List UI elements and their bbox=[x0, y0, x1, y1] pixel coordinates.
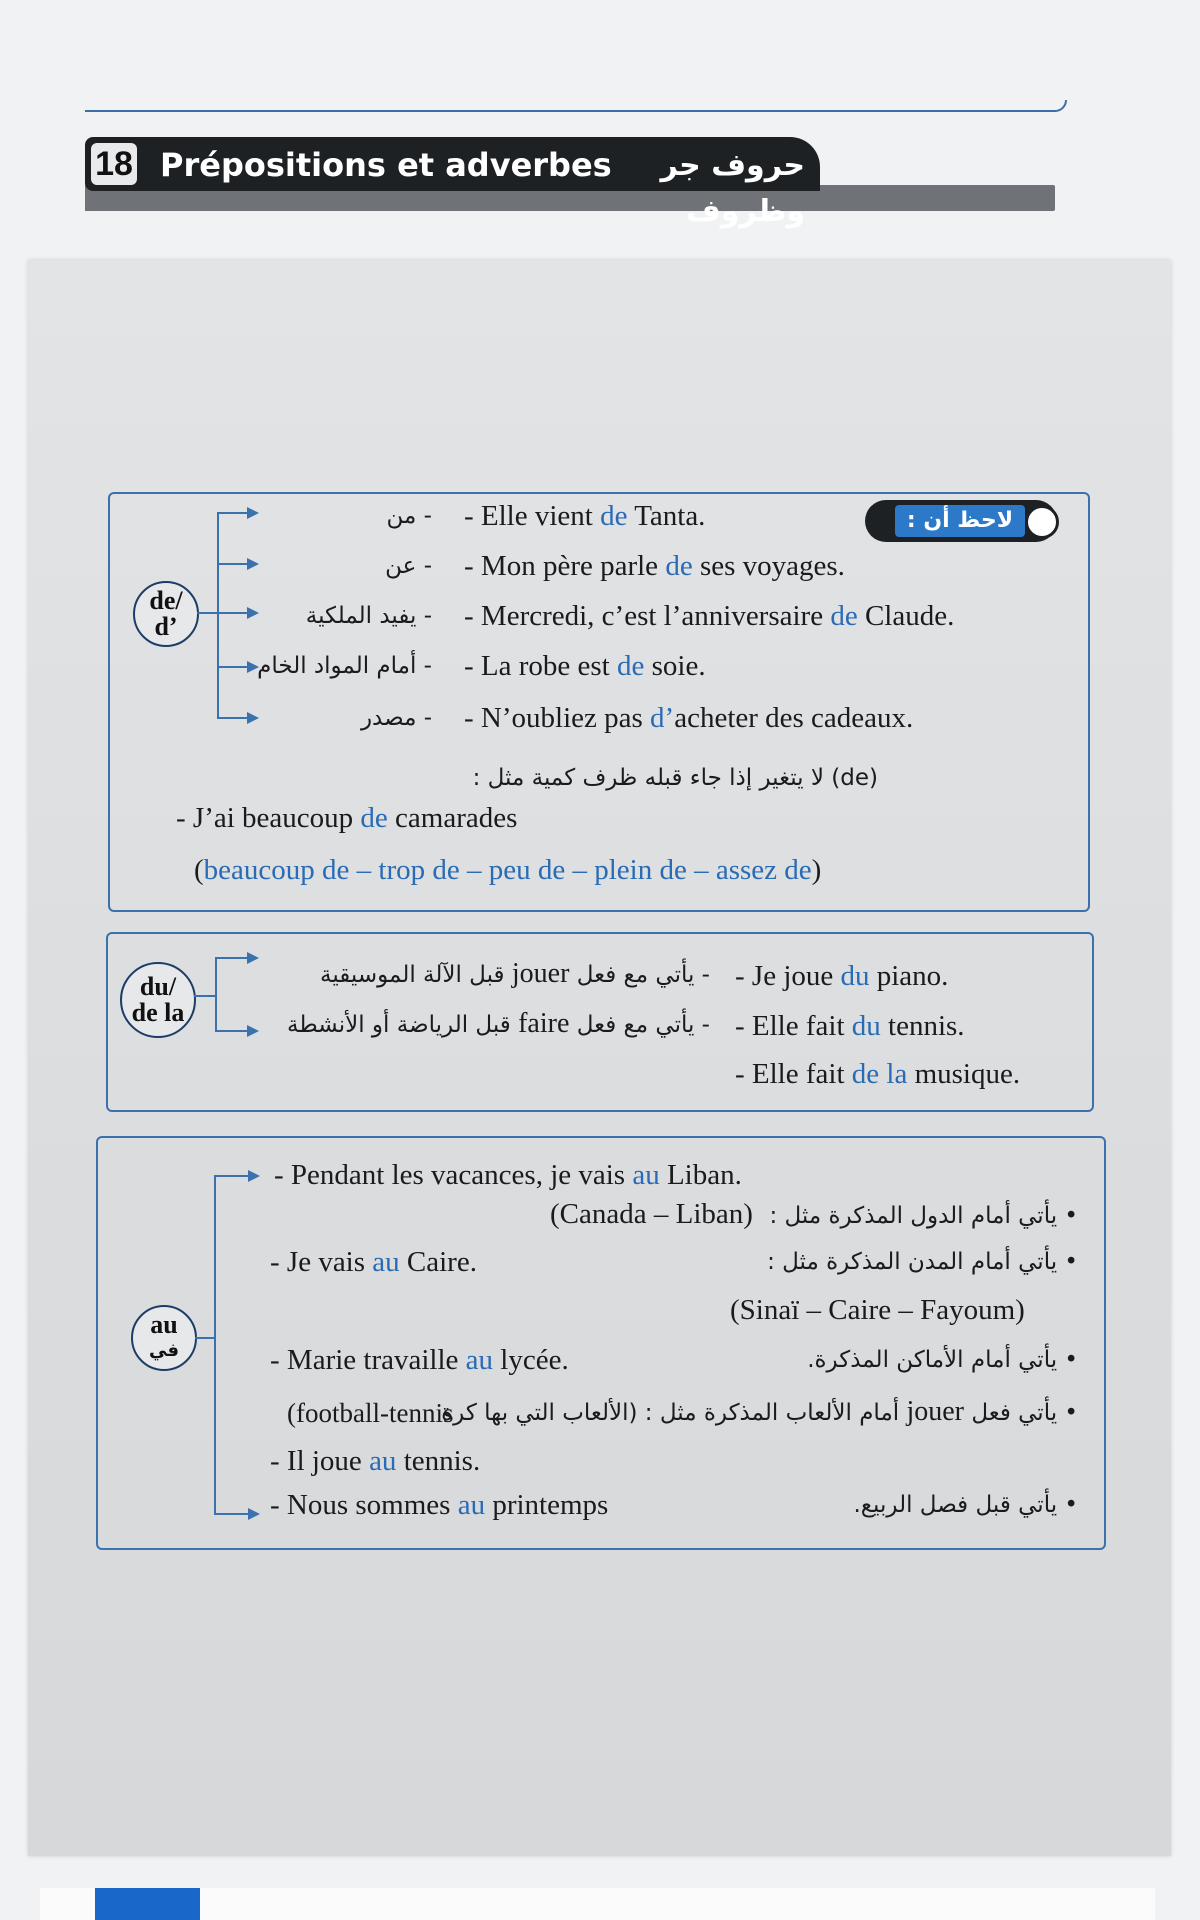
de-branch-3 bbox=[217, 612, 251, 614]
de-branch-5 bbox=[217, 717, 251, 719]
de-branch-2 bbox=[217, 563, 251, 565]
au-connector bbox=[195, 1337, 215, 1339]
de-example-5: - N’oubliez pas d’acheter des cadeaux. bbox=[464, 702, 914, 734]
au-rule-1: • يأتي أمام الدول المذكرة مثل : bbox=[769, 1203, 1078, 1229]
du-branch-vertical bbox=[215, 957, 217, 1032]
de-beaucoup-example: - J’ai beaucoup de camarades bbox=[176, 802, 518, 834]
du-branch-2 bbox=[215, 1030, 251, 1032]
du-example-1: - Je joue du piano. bbox=[735, 960, 949, 992]
arrow-icon bbox=[247, 712, 259, 724]
de-example-3: - Mercredi, c’est l’anniversaire de Claude. bbox=[464, 600, 955, 632]
owl-icon bbox=[1025, 505, 1059, 539]
au-example-4: - Il joue au tennis. bbox=[270, 1445, 481, 1477]
du-branch-1 bbox=[215, 957, 251, 959]
arrow-icon bbox=[248, 1508, 260, 1520]
au-rule-2: • يأتي أمام المدن المذكرة مثل : bbox=[767, 1249, 1078, 1275]
au-rule-5: • يأتي قبل فصل الربيع. bbox=[853, 1492, 1078, 1518]
du-example-2: - Elle fait du tennis. bbox=[735, 1010, 965, 1042]
au-rule-4: • يأتي فعل jouer أمام الألعاب المذكرة مثل : (الألعاب التي بها كرة bbox=[441, 1396, 1078, 1427]
du-connector bbox=[194, 995, 216, 997]
du-rule-1: - يأتي مع فعل jouer قبل الآلة الموسيقية bbox=[320, 958, 710, 989]
quantity-adverbs: (beaucoup de – trop de – peu de – plein de – assez de) bbox=[194, 854, 822, 886]
arrow-icon bbox=[247, 607, 259, 619]
arrow-icon bbox=[248, 1170, 260, 1182]
de-rule-4: - أمام المواد الخام bbox=[257, 653, 432, 679]
note-text: (de) لا يتغير إذا جاء قبله ظرف كمية مثل : bbox=[472, 765, 878, 791]
arrow-icon bbox=[247, 952, 259, 964]
de-branch-vertical bbox=[217, 512, 219, 719]
de-rule-1: - من bbox=[386, 503, 432, 529]
du-rule-2: - يأتي مع فعل faire قبل الرياضة أو الأنشطة bbox=[287, 1008, 710, 1039]
arrow-icon bbox=[247, 1025, 259, 1037]
de-example-2: - Mon père parle de ses voyages. bbox=[464, 550, 845, 582]
au-branch-bottom bbox=[214, 1513, 252, 1515]
next-image-strip[interactable] bbox=[40, 1888, 1155, 1920]
au-rule-4-examples: (football-tennis bbox=[287, 1398, 454, 1428]
arrow-icon bbox=[247, 558, 259, 570]
de-rule-3: - يفيد الملكية bbox=[305, 603, 432, 629]
de-branch-1 bbox=[217, 512, 251, 514]
arrow-icon bbox=[247, 507, 259, 519]
de-circle-label-1: de/ bbox=[149, 586, 183, 615]
de-branch-4 bbox=[217, 666, 251, 668]
lesson-title-ar: حروف جر وظروف bbox=[660, 148, 805, 229]
next-image-thumbnail[interactable] bbox=[95, 1888, 200, 1920]
du-circle bbox=[120, 962, 196, 1038]
de-rule-2: - عن bbox=[385, 553, 432, 579]
au-example-5: - Nous sommes au printemps bbox=[270, 1489, 609, 1521]
au-example-2: - Je vais au Caire. bbox=[270, 1246, 477, 1278]
au-branch-top bbox=[214, 1175, 252, 1177]
de-circle-label-2: d’ bbox=[154, 612, 178, 641]
de-circle bbox=[133, 581, 199, 647]
au-example-1: - Pendant les vacances, je vais au Liban. bbox=[274, 1159, 742, 1191]
au-branch-vertical bbox=[214, 1175, 216, 1515]
au-rule-1-examples: (Canada – Liban) bbox=[550, 1198, 753, 1230]
note-label: لاحظ أن : bbox=[895, 505, 1025, 537]
du-circle-label-1: du/ bbox=[139, 972, 177, 1001]
de-rule-5: - مصدر bbox=[360, 705, 432, 731]
au-rule-2-examples: (Sinaï – Caire – Fayoum) bbox=[730, 1294, 1025, 1326]
au-circle bbox=[131, 1305, 197, 1371]
lesson-title-fr: Prépositions et adverbes bbox=[160, 146, 612, 184]
du-example-3: - Elle fait de la musique. bbox=[735, 1058, 1021, 1090]
au-circle-label-2: في bbox=[149, 1340, 179, 1361]
du-circle-label-2: de la bbox=[131, 998, 185, 1027]
de-connector bbox=[197, 612, 218, 614]
top-rule bbox=[85, 100, 1067, 112]
de-example-4: - La robe est de soie. bbox=[464, 650, 706, 682]
de-example-1: - Elle vient de Tanta. bbox=[464, 500, 706, 532]
au-example-3: - Marie travaille au lycée. bbox=[270, 1344, 569, 1376]
au-rule-3: • يأتي أمام الأماكن المذكرة. bbox=[807, 1347, 1078, 1373]
lesson-number: 18 bbox=[91, 143, 137, 185]
au-circle-label-1: au bbox=[150, 1310, 178, 1339]
